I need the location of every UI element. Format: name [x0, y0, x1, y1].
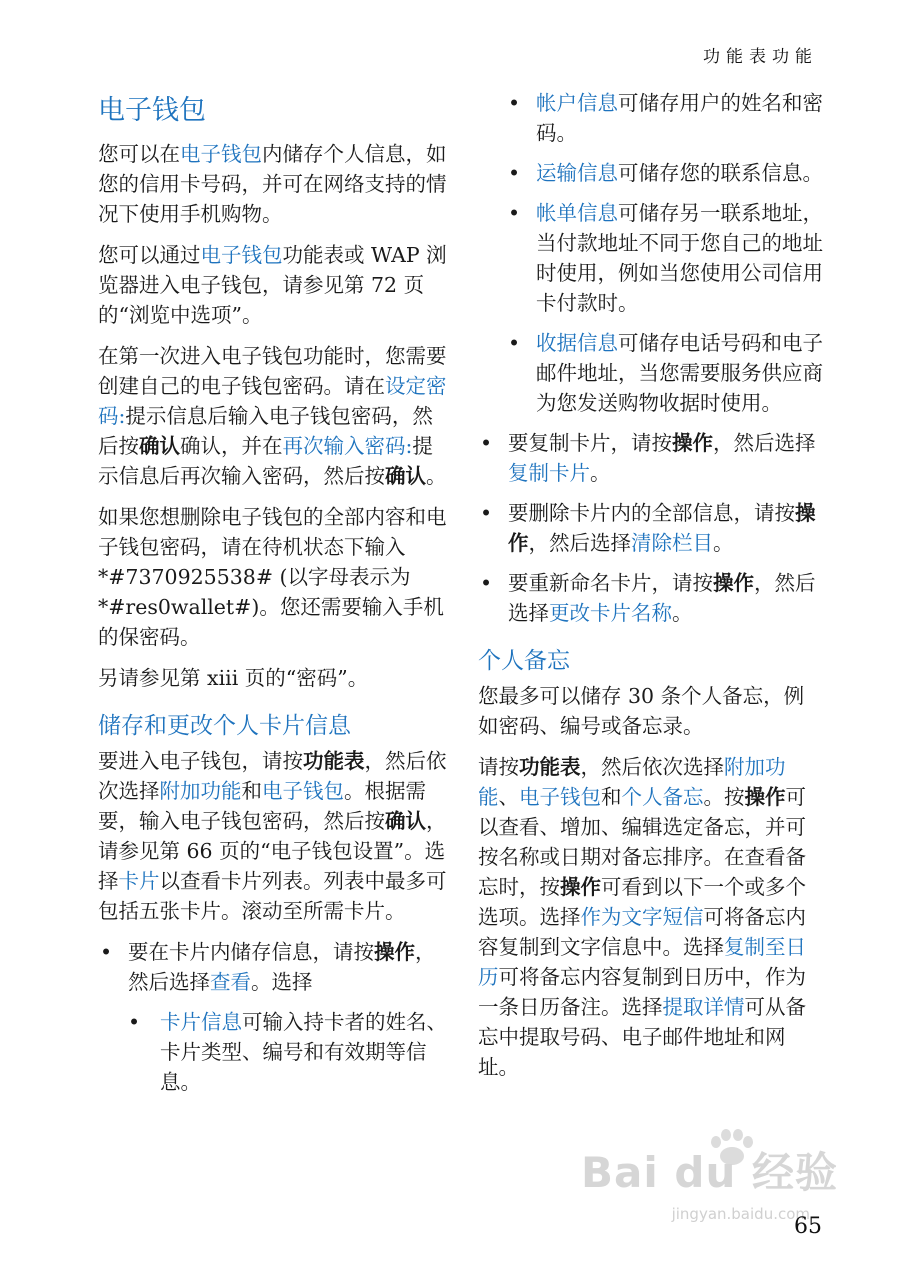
- menu-term: 电子钱包: [519, 785, 601, 809]
- list-item: [478, 328, 823, 418]
- list-item-text: [536, 201, 823, 315]
- key-term: 确认: [385, 809, 426, 833]
- text-run: 。根据需要，输入电子钱包密码，然后按: [98, 779, 426, 833]
- paragraph: [98, 746, 448, 926]
- text-run: 在第一次进入电子钱包功能时，您需要创建自己的电子钱包密码。请在: [98, 344, 447, 398]
- key-term: 操作: [713, 571, 754, 595]
- text-run: 您可以在: [98, 142, 180, 166]
- text-run: 内储存个人信息，如您的信用卡号码，并可在网络支持的情况下使用手机购物。: [98, 142, 447, 226]
- bullet-icon: •: [508, 331, 521, 355]
- list-item: [478, 198, 823, 318]
- text-run: 提示信息后再次输入密码，然后按: [98, 434, 433, 488]
- section-title-cards: 储存和更改个人卡片信息: [98, 713, 351, 739]
- menu-term: 附加功能: [159, 779, 242, 803]
- text-run: 。选择: [251, 970, 313, 994]
- text-run: 您最多可以储存 30 条个人备忘，例如密码、编号或备忘录。: [478, 684, 805, 738]
- bullet-icon: •: [100, 940, 113, 964]
- paragraph: [98, 341, 448, 491]
- text-run: 以查看卡片列表。列表中最多可包括五张卡片。滚动至所需卡片。: [98, 869, 447, 923]
- text-run: ，然后依次选择: [98, 749, 447, 803]
- menu-term: 附加功能: [478, 755, 786, 809]
- bullet-list: [98, 937, 448, 1097]
- list-item: [98, 1007, 448, 1097]
- text-run: 请按: [478, 755, 519, 779]
- paragraph: [98, 663, 448, 693]
- menu-term: 电子钱包: [200, 243, 283, 267]
- text-run: 确认，并在: [180, 434, 283, 458]
- text-run: ，然后选择: [508, 571, 816, 625]
- key-term: 操作: [744, 785, 786, 809]
- menu-term: 提取详情: [662, 995, 745, 1019]
- list-item: [478, 158, 823, 188]
- menu-term: 帐单信息: [536, 201, 618, 225]
- menu-term: 卡片信息: [160, 1010, 242, 1034]
- text-run: 可储存用户的姓名和密码。: [536, 91, 823, 145]
- text-run: ，然后依次选择: [580, 755, 724, 779]
- key-term: 操作: [508, 501, 816, 555]
- list-item-text: [128, 940, 436, 994]
- list-item-text: [536, 161, 823, 185]
- section-title-wallet: 电子钱包: [98, 95, 206, 126]
- bullet-icon: •: [508, 201, 521, 225]
- menu-term: 卡片: [118, 869, 160, 893]
- text-run: 可储存电话号码和电子邮件地址，当您需要服务供应商为您发送购物收据时使用。: [536, 331, 823, 415]
- text-run: 要复制卡片，请按: [508, 431, 672, 455]
- menu-term: 收据信息: [536, 331, 618, 355]
- menu-term: 运输信息: [536, 161, 618, 185]
- text-run: 如果您想删除电子钱包的全部内容和电子钱包密码，请在待机状态下输入 *#7370925538# (以字母表示为 *#res0wallet#)。您还需要输入手机的保密码。: [98, 505, 447, 649]
- text-run: 可储存另一联系地址，当付款地址不同于您自己的地址时使用，例如当您使用公司信用卡付款时。: [536, 201, 823, 315]
- bullet-icon: •: [128, 1010, 141, 1034]
- list-item: [478, 428, 823, 488]
- left-column: [98, 88, 448, 1107]
- menu-term: 作为文字短信: [580, 905, 704, 929]
- text-run: ，然后选择: [528, 531, 631, 555]
- text-run: 。: [672, 601, 693, 625]
- key-term: 功能表: [303, 749, 365, 773]
- text-run: 可以查看、增加、编辑选定备忘，并可按名称或日期对备忘排序。在查看备忘时，按: [478, 785, 806, 899]
- list-item-text: [160, 1010, 447, 1094]
- menu-term: 帐户信息: [536, 91, 618, 115]
- text-run: 。: [426, 464, 447, 488]
- text-run: ，然后选择: [713, 431, 816, 455]
- key-term: 操作: [374, 940, 415, 964]
- watermark-logo: Bai du 经验: [581, 1148, 838, 1197]
- list-item: [478, 568, 823, 628]
- list-item-text: [508, 501, 816, 555]
- list-item: [478, 498, 823, 558]
- menu-term: 更改卡片名称: [549, 601, 672, 625]
- menu-term: 电子钱包: [180, 142, 262, 166]
- text-run: 要重新命名卡片，请按: [508, 571, 713, 595]
- menu-term: 复制至日历: [478, 935, 806, 989]
- bullet-icon: •: [508, 161, 521, 185]
- right-column: [478, 88, 823, 1093]
- text-run: ，然后选择: [128, 940, 436, 994]
- text-run: 提示信息后输入电子钱包密码，然后按: [98, 404, 433, 458]
- text-run: 可看到以下一个或多个选项。选择: [478, 875, 806, 929]
- menu-term: 电子钱包: [262, 779, 344, 803]
- watermark-url: jingyan.baidu.com: [671, 1205, 810, 1223]
- menu-term: 清除栏目: [631, 531, 713, 555]
- paragraph: [478, 752, 823, 1082]
- text-run: 您可以通过: [98, 243, 201, 267]
- list-item-text: [536, 91, 823, 145]
- paragraph: [98, 240, 448, 330]
- list-item: [98, 937, 448, 997]
- paragraph: [98, 139, 448, 229]
- text-run: 功能表或 WAP 浏览器进入电子钱包，请参见第 72 页的“浏览中选项”。: [98, 243, 447, 327]
- running-header: 功能表功能: [703, 47, 818, 67]
- key-term: 确认: [385, 464, 426, 488]
- bullet-icon: •: [480, 571, 493, 595]
- bullet-icon: •: [508, 91, 521, 115]
- list-item-text: [508, 571, 816, 625]
- text-run: 和: [241, 779, 262, 803]
- menu-term: 复制卡片: [508, 461, 590, 485]
- text-run: 要删除卡片内的全部信息，请按: [508, 501, 795, 525]
- section-title-notes: 个人备忘: [478, 648, 570, 674]
- key-term: 功能表: [519, 755, 581, 779]
- text-run: ，请参见第 66 页的“电子钱包设置”。选择: [98, 809, 447, 893]
- menu-term: 查看: [210, 970, 251, 994]
- paragraph: [98, 502, 448, 652]
- key-term: 确认: [139, 434, 180, 458]
- list-item: [478, 88, 823, 148]
- key-term: 操作: [560, 875, 601, 899]
- menu-term: 个人备忘: [621, 785, 704, 809]
- text-run: 要进入电子钱包，请按: [98, 749, 303, 773]
- text-run: 另请参见第 xiii 页的“密码”。: [98, 666, 369, 690]
- list-item-text: [536, 331, 823, 415]
- text-run: 可输入持卡者的姓名、卡片类型、编号和有效期等信息。: [160, 1010, 447, 1094]
- key-term: 操作: [672, 431, 713, 455]
- text-run: 。: [713, 531, 734, 555]
- page-number: 65: [794, 1214, 822, 1239]
- bullet-icon: •: [480, 501, 493, 525]
- text-run: 。按: [703, 785, 745, 809]
- text-run: 可储存您的联系信息。: [618, 161, 823, 185]
- paragraph: [478, 681, 823, 741]
- text-run: 、: [498, 785, 519, 809]
- bullet-icon: •: [480, 431, 493, 455]
- bullet-list: [478, 88, 823, 628]
- text-run: 。: [590, 461, 611, 485]
- list-item-text: [508, 431, 816, 485]
- menu-term: 设定密码:: [98, 374, 447, 428]
- text-run: 可从备忘中提取号码、电子邮件地址和网址。: [478, 995, 806, 1079]
- text-run: 要在卡片内储存信息，请按: [128, 940, 374, 964]
- text-run: 和: [601, 785, 622, 809]
- text-run: 可将备忘内容复制到日历中，作为一条日历备注。选择: [478, 965, 806, 1019]
- menu-term: 再次输入密码:: [282, 434, 413, 458]
- text-run: 可将备忘内容复制到文字信息中。选择: [478, 905, 806, 959]
